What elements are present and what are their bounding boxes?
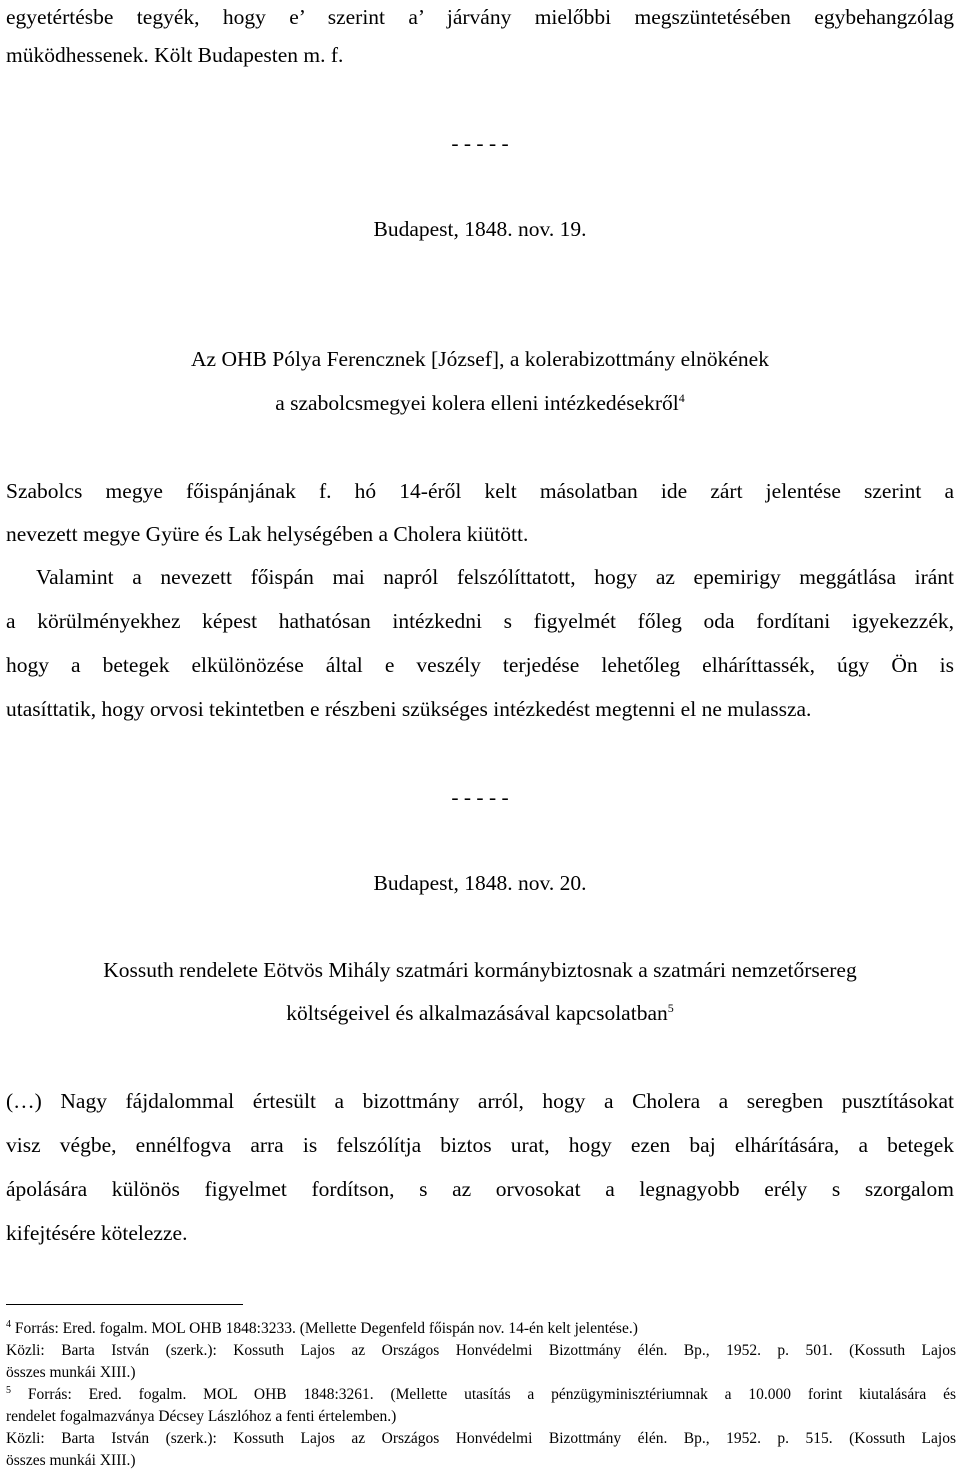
footnote-5 <box>6 1384 956 1406</box>
body-text-line: utasíttatik, hogy orvosi tekintetben e részbeni szükséges intézkedést megtenni el ne mulassza. <box>6 697 812 721</box>
footnote-divider <box>6 1304 243 1305</box>
footnote-text: Forrás: Ered. fogalm. MOL OHB 1848:3233. (Mellette Degenfeld főispán nov. 14-én kelt jelentése.) <box>14 1320 638 1337</box>
footnote-reference: 4 <box>678 390 685 405</box>
heading-text: költségeivel és alkalmazásával kapcsolatban <box>286 1001 668 1025</box>
document-date: Budapest, 1848. nov. 19. <box>373 217 587 241</box>
footnote-text-line: Közli: Barta István (szerk.): Kossuth Lajos az Országos Honvédelmi Bizottmány élén. Bp., 1952. p. 501. (Kossuth Lajos <box>6 1342 956 1359</box>
section-separator: - - - - - <box>451 785 509 809</box>
footnote-mark: 4 <box>6 1318 11 1330</box>
document-heading: Kossuth rendelete Eötvös Mihály szatmári kormánybiztosnak a szatmári nemzetőrsereg <box>103 958 857 982</box>
document-date: Budapest, 1848. nov. 20. <box>373 871 587 895</box>
footnote-4 <box>6 1318 956 1340</box>
body-text-line: Valamint a nevezett főispán mai napról felszólíttatott, hogy az epemirigy meggátlása iránt <box>36 565 954 589</box>
heading-text: a szabolcsmegyei kolera elleni intézkedésekről <box>275 391 679 415</box>
footnote-reference: 5 <box>667 1000 674 1015</box>
footnote-text-line: összes munkái XIII.) <box>6 1452 136 1469</box>
body-text-line: a körülményekhez képest hathatósan intézkedni s figyelmét főleg oda fordítani igyekezzék, <box>6 609 954 633</box>
body-text-line: nevezett megye Gyüre és Lak helységében a Cholera kiütött. <box>6 522 529 546</box>
body-text-line: kifejtésére kötelezze. <box>6 1221 188 1245</box>
document-heading: Az OHB Pólya Ferencznek [József], a kolerabizottmány elnökének <box>191 347 769 371</box>
body-text-line: hogy a betegek elkülönözése által e veszély terjedése lehetőleg elháríttassék, úgy Ön is <box>6 653 954 677</box>
footnote-text: Forrás: Ered. fogalm. MOL OHB 1848:3261. (Mellette utasítás a pénzügyminisztériumnak a 10.000 forint kiutalására és <box>27 1386 956 1403</box>
body-text-line: ápolására különös figyelmet fordítson, s az orvosokat a legnagyobb erély s szorgalom <box>6 1177 954 1201</box>
footnote-text-line: Közli: Barta István (szerk.): Kossuth Lajos az Országos Honvédelmi Bizottmány élén. Bp., 1952. p. 515. (Kossuth Lajos <box>6 1430 956 1447</box>
footnote-text-line: összes munkái XIII.) <box>6 1364 136 1381</box>
document-heading <box>0 388 960 418</box>
body-text-line: visz végbe, ennélfogva arra is felszólítja biztos urat, hogy ezen baj elhárítására, a betegek <box>6 1133 954 1157</box>
section-separator: - - - - - <box>451 131 509 155</box>
document-heading <box>0 998 960 1028</box>
body-text-line: egyetértésbe tegyék, hogy e’ szerint a’ járvány mielőbbi megszüntetésében egybehangzólag <box>6 5 954 29</box>
body-text-line: (…) Nagy fájdalommal értesült a bizottmány arról, hogy a Cholera a seregben pusztításokat <box>6 1089 954 1113</box>
footnote-mark: 5 <box>6 1384 11 1396</box>
body-text-line: müködhessenek. Költ Budapesten m. f. <box>6 43 344 67</box>
footnote-text-line: rendelet fogalmazványa Décsey Lászlóhoz a fenti értelemben.) <box>6 1408 397 1425</box>
body-text-line: Szabolcs megye főispánjának f. hó 14-éről kelt másolatban ide zárt jelentése szerint a <box>6 479 954 503</box>
